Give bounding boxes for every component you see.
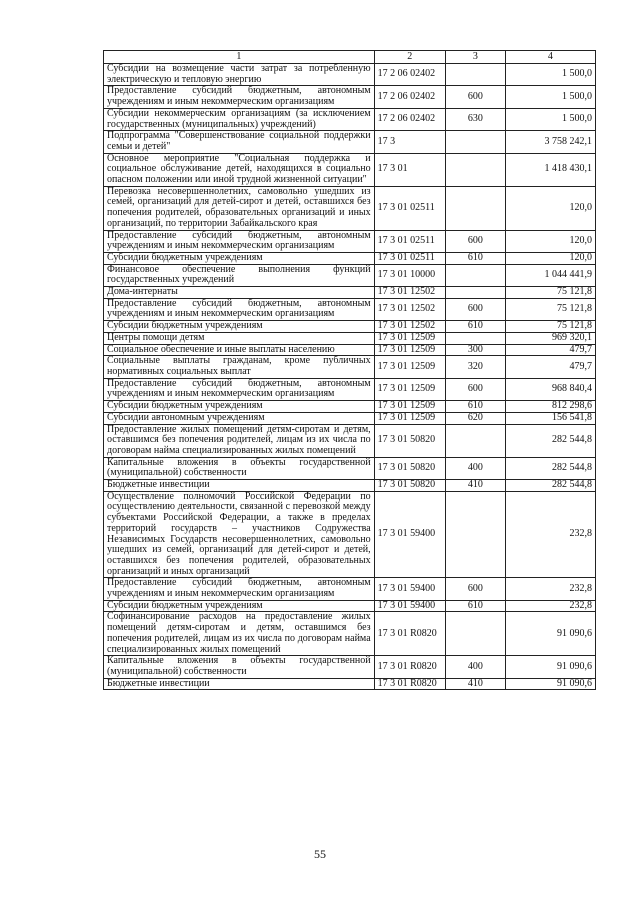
table-row: [104, 131, 596, 153]
table-row: [104, 186, 596, 230]
cell-code: 17 3 01 02511: [374, 252, 445, 264]
table-row: [104, 656, 596, 678]
cell-name: Подпрограмма "Совершенствование социальной поддержки семьи и детей": [104, 131, 375, 153]
cell-name: Осуществление полномочий Российской Федерации по осуществлению деятельности, связанной с перевозкой между субъектами Российской Федерации, а также в пределах территорий государств – участников Содружества Независимых Государств несовершеннолетних, самовольно ушедших из семей, организаций для детей-сирот и детей, оставшихся без попечения родителей, образовательных организаций и иных организаций: [104, 491, 375, 578]
cell-name: Субсидии автономным учреждениям: [104, 412, 375, 424]
cell-sum: 75 121,8: [505, 298, 595, 320]
cell-sum: 232,8: [505, 600, 595, 612]
cell-name: Дома-интернаты: [104, 287, 375, 299]
table-row: [104, 108, 596, 130]
table-row: [104, 491, 596, 578]
cell-vr: [445, 424, 505, 457]
cell-vr: [445, 332, 505, 344]
cell-vr: 630: [445, 108, 505, 130]
table-row: [104, 332, 596, 344]
cell-sum: 479,7: [505, 344, 595, 356]
cell-code: 17 3 01 12502: [374, 321, 445, 333]
cell-code: 17 3 01 50820: [374, 457, 445, 479]
cell-code: 17 3 01 12509: [374, 344, 445, 356]
cell-vr: [445, 287, 505, 299]
cell-vr: 610: [445, 321, 505, 333]
cell-code: 17 3 01 R0820: [374, 656, 445, 678]
table-row: [104, 356, 596, 378]
cell-code: 17 3 01 12509: [374, 332, 445, 344]
cell-vr: 610: [445, 401, 505, 413]
header-row: [104, 51, 596, 64]
cell-sum: 1 418 430,1: [505, 153, 595, 186]
cell-name: Предоставление субсидий бюджетным, автономным учреждениям и иным некоммерческим организациям: [104, 298, 375, 320]
cell-vr: 610: [445, 252, 505, 264]
cell-code: 17 3 01 50820: [374, 424, 445, 457]
cell-sum: 120,0: [505, 252, 595, 264]
table-row: [104, 578, 596, 600]
cell-vr: 600: [445, 230, 505, 252]
table-row: [104, 64, 596, 86]
cell-code: 17 3 01 R0820: [374, 612, 445, 656]
budget-table: [103, 50, 596, 690]
cell-code: 17 2 06 02402: [374, 108, 445, 130]
table-row: [104, 612, 596, 656]
cell-name: Капитальные вложения в объекты государственной (муниципальной) собственности: [104, 656, 375, 678]
cell-vr: 610: [445, 600, 505, 612]
cell-sum: 282 544,8: [505, 457, 595, 479]
cell-code: 17 3 01 12502: [374, 298, 445, 320]
header-col-4: 4: [505, 51, 595, 64]
cell-vr: 410: [445, 678, 505, 690]
cell-name: Субсидии бюджетным учреждениям: [104, 252, 375, 264]
table-row: [104, 412, 596, 424]
cell-name: Бюджетные инвестиции: [104, 678, 375, 690]
cell-sum: 3 758 242,1: [505, 131, 595, 153]
cell-vr: 400: [445, 457, 505, 479]
cell-code: 17 3 01 R0820: [374, 678, 445, 690]
cell-sum: 91 090,6: [505, 656, 595, 678]
cell-code: 17 3 01 59400: [374, 491, 445, 578]
cell-name: Субсидии бюджетным учреждениям: [104, 600, 375, 612]
cell-vr: 600: [445, 578, 505, 600]
cell-name: Перевозка несовершеннолетних, самовольно ушедших из семей, организаций для детей-сирот и детей, оставшихся без попечения родителей, образовательных организаций и иных организаций, по территории Забайкальского края: [104, 186, 375, 230]
table-row: [104, 378, 596, 400]
cell-code: 17 3 01 12509: [374, 378, 445, 400]
cell-vr: [445, 612, 505, 656]
cell-name: Бюджетные инвестиции: [104, 480, 375, 492]
cell-vr: 600: [445, 298, 505, 320]
table-row: [104, 401, 596, 413]
cell-name: Предоставление субсидий бюджетным, автономным учреждениям и иным некоммерческим организациям: [104, 86, 375, 108]
cell-sum: 282 544,8: [505, 480, 595, 492]
cell-sum: 232,8: [505, 578, 595, 600]
table-row: [104, 457, 596, 479]
cell-vr: 410: [445, 480, 505, 492]
page-number: 55: [314, 847, 326, 861]
cell-sum: 479,7: [505, 356, 595, 378]
cell-sum: 232,8: [505, 491, 595, 578]
cell-code: 17 3: [374, 131, 445, 153]
cell-vr: 400: [445, 656, 505, 678]
table-row: [104, 678, 596, 690]
budget-table-page: [103, 50, 596, 690]
table-row: [104, 600, 596, 612]
cell-code: 17 2 06 02402: [374, 86, 445, 108]
cell-vr: 620: [445, 412, 505, 424]
cell-code: 17 3 01 10000: [374, 264, 445, 286]
cell-vr: [445, 186, 505, 230]
header-col-2: 2: [374, 51, 445, 64]
cell-name: Предоставление субсидий бюджетным, автономным учреждениям и иным некоммерческим организациям: [104, 578, 375, 600]
cell-name: Социальное обеспечение и иные выплаты населению: [104, 344, 375, 356]
table-row: [104, 230, 596, 252]
cell-sum: 120,0: [505, 186, 595, 230]
table-row: [104, 287, 596, 299]
cell-code: 17 3 01 59400: [374, 578, 445, 600]
cell-code: 17 2 06 02402: [374, 64, 445, 86]
cell-code: 17 3 01 12509: [374, 356, 445, 378]
cell-name: Финансовое обеспечение выполнения функций государственных учреждений: [104, 264, 375, 286]
cell-sum: 120,0: [505, 230, 595, 252]
cell-sum: 969 320,1: [505, 332, 595, 344]
cell-vr: 320: [445, 356, 505, 378]
cell-code: 17 3 01 02511: [374, 186, 445, 230]
table-row: [104, 153, 596, 186]
cell-sum: 91 090,6: [505, 612, 595, 656]
cell-name: Субсидии некоммерческим организациям (за исключением государственных (муниципальных) учреждений): [104, 108, 375, 130]
cell-sum: 1 044 441,9: [505, 264, 595, 286]
cell-name: Социальные выплаты гражданам, кроме публичных нормативных социальных выплат: [104, 356, 375, 378]
table-row: [104, 86, 596, 108]
cell-sum: 75 121,8: [505, 287, 595, 299]
cell-sum: 75 121,8: [505, 321, 595, 333]
cell-name: Предоставление субсидий бюджетным, автономным учреждениям и иным некоммерческим организациям: [104, 378, 375, 400]
cell-name: Субсидии бюджетным учреждениям: [104, 401, 375, 413]
table-row: [104, 424, 596, 457]
cell-vr: 600: [445, 378, 505, 400]
cell-vr: [445, 491, 505, 578]
cell-sum: 1 500,0: [505, 86, 595, 108]
header-col-1: 1: [104, 51, 375, 64]
cell-code: 17 3 01 50820: [374, 480, 445, 492]
cell-vr: [445, 153, 505, 186]
cell-sum: 1 500,0: [505, 108, 595, 130]
cell-vr: [445, 131, 505, 153]
cell-sum: 282 544,8: [505, 424, 595, 457]
cell-code: 17 3 01 12509: [374, 401, 445, 413]
table-row: [104, 252, 596, 264]
cell-sum: 1 500,0: [505, 64, 595, 86]
table-row: [104, 321, 596, 333]
cell-name: Предоставление жилых помещений детям-сиротам и детям, оставшимся без попечения родителей, лицам из их числа по договорам найма специализированных жилых помещений: [104, 424, 375, 457]
cell-vr: 600: [445, 86, 505, 108]
cell-name: Основное мероприятие "Социальная поддержка и социальное обслуживание детей, находящихся в социально опасном положении или иной трудной жизненной ситуации": [104, 153, 375, 186]
cell-sum: 91 090,6: [505, 678, 595, 690]
cell-code: 17 3 01 12509: [374, 412, 445, 424]
table-row: [104, 344, 596, 356]
cell-name: Предоставление субсидий бюджетным, автономным учреждениям и иным некоммерческим организациям: [104, 230, 375, 252]
cell-name: Субсидии на возмещение части затрат за потребленную электрическую и тепловую энергию: [104, 64, 375, 86]
header-col-3: 3: [445, 51, 505, 64]
table-row: [104, 480, 596, 492]
cell-sum: 812 298,6: [505, 401, 595, 413]
cell-vr: [445, 64, 505, 86]
cell-code: 17 3 01 59400: [374, 600, 445, 612]
cell-name: Центры помощи детям: [104, 332, 375, 344]
table-row: [104, 264, 596, 286]
cell-vr: [445, 264, 505, 286]
cell-code: 17 3 01: [374, 153, 445, 186]
cell-name: Капитальные вложения в объекты государственной (муниципальной) собственности: [104, 457, 375, 479]
cell-sum: 968 840,4: [505, 378, 595, 400]
cell-code: 17 3 01 12502: [374, 287, 445, 299]
cell-name: Субсидии бюджетным учреждениям: [104, 321, 375, 333]
table-row: [104, 298, 596, 320]
cell-sum: 156 541,8: [505, 412, 595, 424]
cell-vr: 300: [445, 344, 505, 356]
cell-code: 17 3 01 02511: [374, 230, 445, 252]
cell-name: Софинансирование расходов на предоставление жилых помещений детям-сиротам и детям, оставшимся без попечения родителей, лицам из их числа по договорам найма специализированных жилых помещений: [104, 612, 375, 656]
